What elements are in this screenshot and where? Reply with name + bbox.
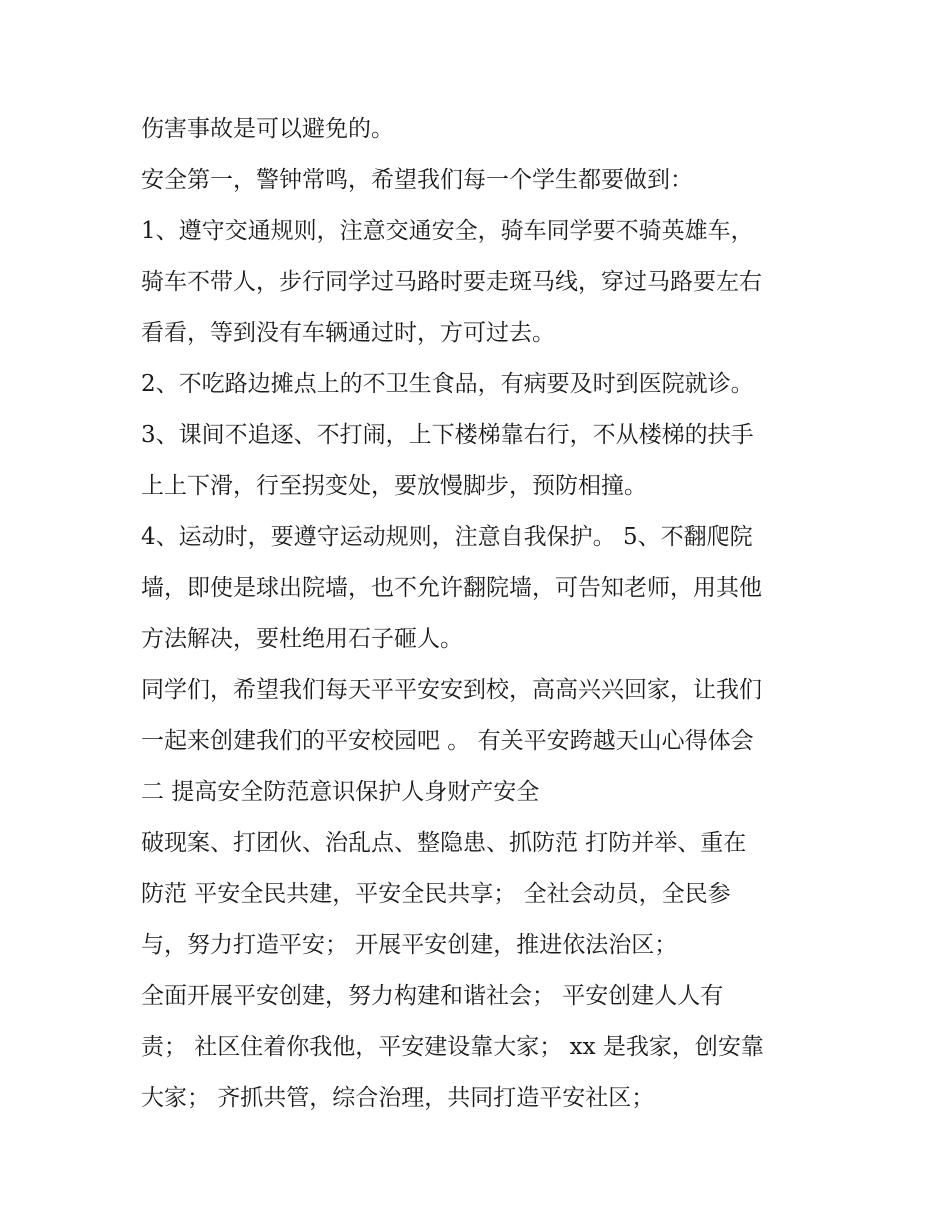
text-line: 伤害事故是可以避免的。	[141, 116, 394, 142]
document-body	[141, 104, 831, 1124]
text-line: 墙，即使是球出院墙，也不允许翻院墙，可告知老师，用其他	[141, 575, 762, 601]
text-line: 破现案、打团伙、治乱点、整隐患、抓防范 打防并举、重在	[141, 830, 747, 856]
text-line: 二 提高安全防范意识保护人身财产安全	[141, 779, 540, 805]
text-line: 1、遵守交通规则，注意交通安全，骑车同学要不骑英雄车，	[141, 218, 754, 244]
text-line: 4、运动时，要遵守运动规则，注意自我保护。 5、不翻爬院	[141, 524, 753, 550]
text-line: 3、课间不追逐、不打闹，上下楼梯靠右行，不从楼梯的扶手	[141, 422, 754, 448]
text-line: 责； 社区住着你我他，平安建设靠大家； xx 是我家，创安靠	[141, 1034, 764, 1060]
text-line: 骑车不带人，步行同学过马路时要走斑马线，穿过马路要左右	[141, 269, 762, 295]
text-line: 一起来创建我们的平安校园吧 。 有关平安跨越天山心得体会	[141, 728, 754, 754]
text-line: 方法解决，要杜绝用石子砸人。	[141, 626, 463, 652]
text-line: 同学们，希望我们每天平平安安到校，高高兴兴回家，让我们	[141, 677, 762, 703]
text-line: 与，努力打造平安； 开展平安创建，推进依法治区；	[141, 932, 678, 958]
text-line: 安全第一，警钟常鸣，希望我们每一个学生都要做到：	[141, 167, 693, 193]
text-line: 2、不吃路边摊点上的不卫生食品，有病要及时到医院就诊。	[141, 371, 754, 397]
text-line: 防范 平安全民共建，平安全民共享； 全社会动员，全民参	[141, 881, 731, 907]
text-line: 全面开展平安创建，努力构建和谐社会； 平安创建人人有	[141, 983, 724, 1009]
text-line: 大家； 齐抓共管，综合治理，共同打造平安社区；	[141, 1085, 655, 1111]
text-line: 上上下滑，行至拐变处，要放慢脚步，预防相撞。	[141, 473, 647, 499]
text-line: 看看，等到没有车辆通过时，方可过去。	[141, 320, 555, 346]
